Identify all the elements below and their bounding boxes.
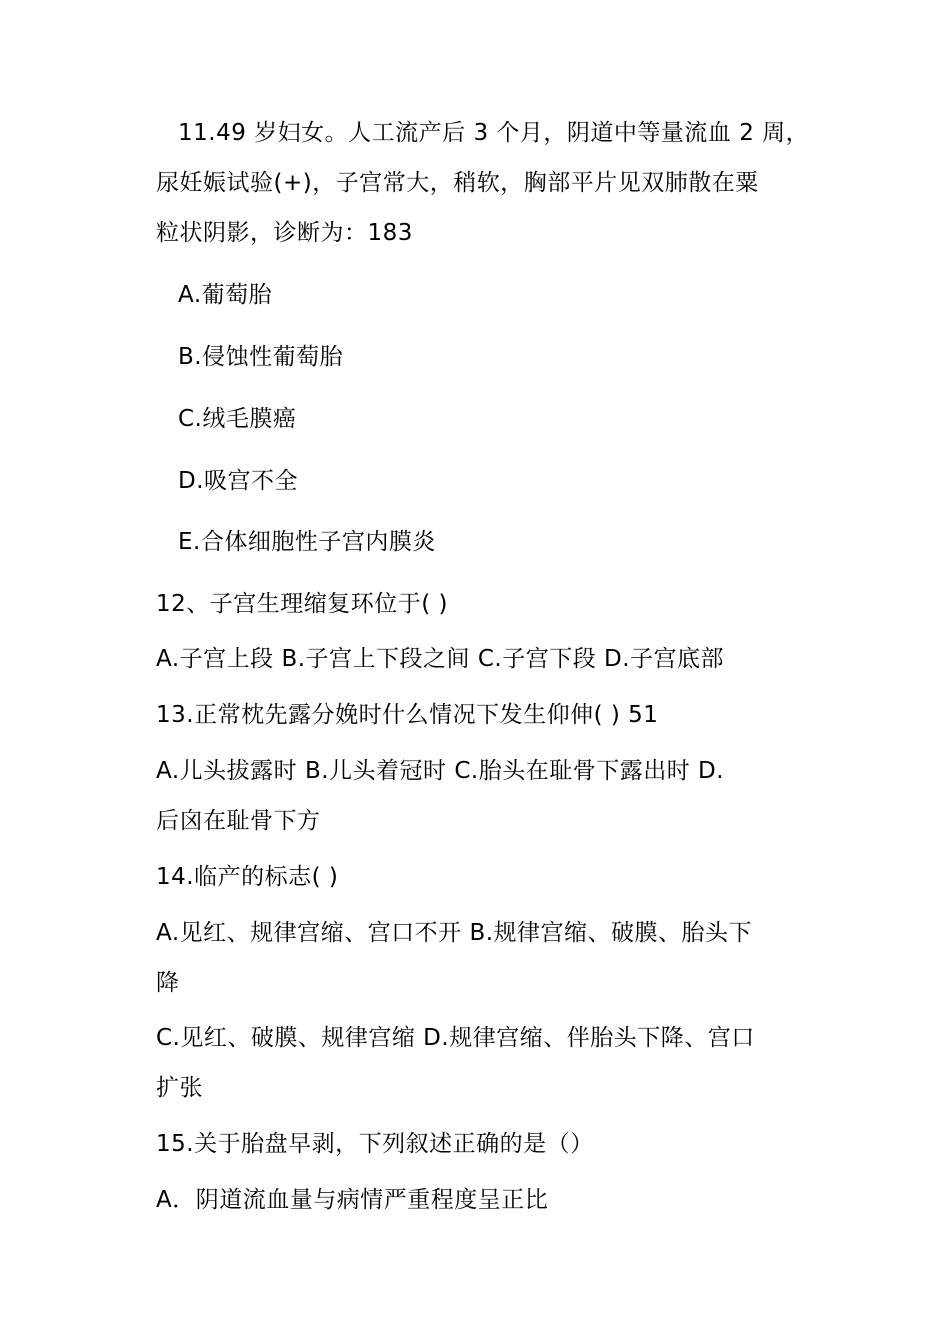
question-11-option-b: B.侵蚀性葡萄胎 <box>178 344 344 370</box>
question-11-option-e: E.合体细胞性子宫内膜炎 <box>178 529 436 555</box>
question-14-options-line-3: C.见红、破膜、规律宫缩 D.规律宫缩、伴胎头下降、宫口 <box>156 1025 755 1051</box>
question-13-options-line-1: A.儿头拔露时 B.儿头着冠时 C.胎头在耻骨下露出时 D. <box>156 758 725 784</box>
question-11-option-a: A.葡萄胎 <box>178 282 273 308</box>
question-11-option-c: C.绒毛膜癌 <box>178 406 297 432</box>
question-15-option-a: A．阴道流血量与病情严重程度呈正比 <box>156 1187 549 1213</box>
question-12-stem: 12、子宫生理缩复环位于( ) <box>156 591 449 617</box>
question-14-options-line-2: 降 <box>156 970 180 996</box>
question-15-stem: 15.关于胎盘早剥，下列叙述正确的是（） <box>156 1131 594 1157</box>
question-14-options-line-4: 扩张 <box>156 1075 203 1101</box>
question-14-stem: 14.临产的标志( ) <box>156 864 339 890</box>
question-11-option-d: D.吸宫不全 <box>178 468 299 494</box>
question-11-line-1: 11.49 岁妇女。人工流产后 3 个月，阴道中等量流血 2 周， <box>178 120 810 146</box>
question-11-line-3: 粒状阴影，诊断为：183 <box>156 220 413 246</box>
question-13-stem: 13.正常枕先露分娩时什么情况下发生仰伸( ) 51 <box>156 702 659 728</box>
question-11-line-2: 尿妊娠试验(+)，子宫常大，稍软，胸部平片见双肺散在粟 <box>156 170 759 196</box>
question-12-options: A.子宫上段 B.子宫上下段之间 C.子宫下段 D.子宫底部 <box>156 646 725 672</box>
question-13-options-line-2: 后囟在耻骨下方 <box>156 808 321 834</box>
question-14-options-line-1: A.见红、规律宫缩、宫口不开 B.规律宫缩、破膜、胎头下 <box>156 920 753 946</box>
